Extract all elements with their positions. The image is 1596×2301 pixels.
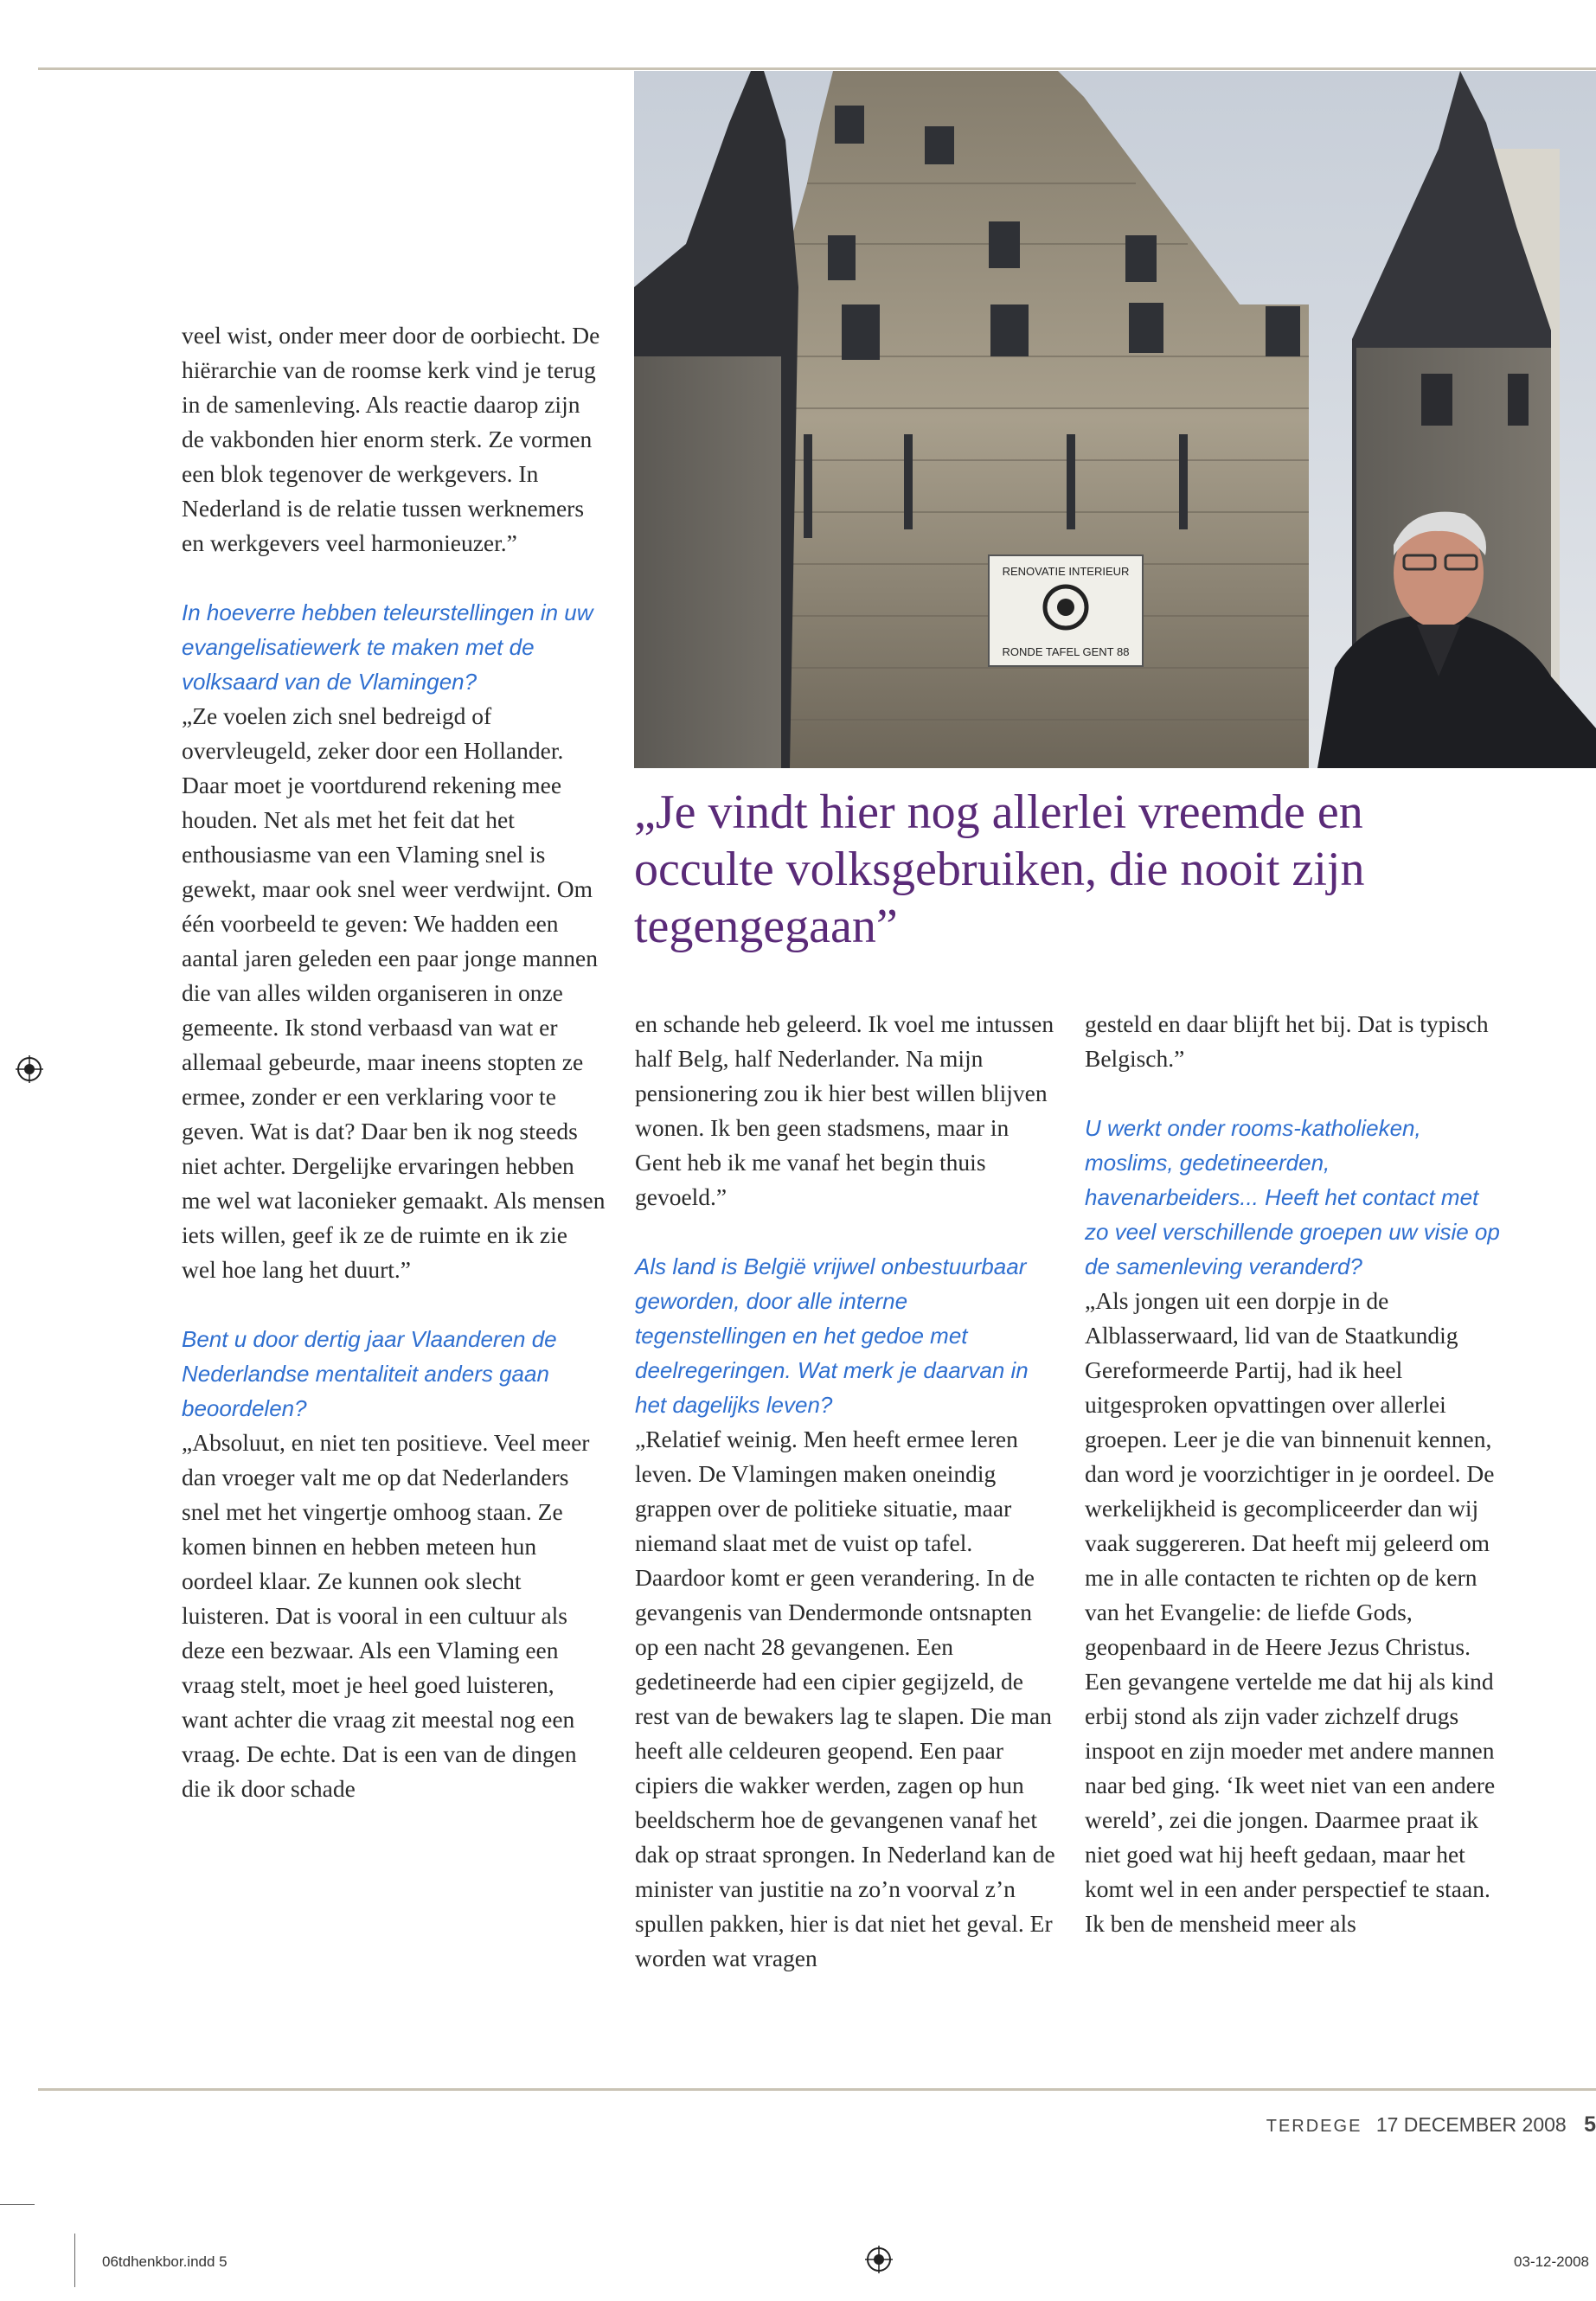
interview-question: Bent u door dertig jaar Vlaanderen de Nederlandse mentaliteit anders gaan beoordelen? [182,1326,557,1421]
paragraph: „Als jongen uit een dorpje in de Alblasserwaard, lid van de Staatkundig Gereformeerde Partij, had ik heel uitgesproken opvattingen over allerlei groepen. Leer je die van binnenuit kennen, dan word je voorzichtiger in je oordeel. De werkelijkheid is gecompliceerder dan wij vaak suggereren. Dat heeft mij geleerd om me in alle contacten te richten op de kern van het Evangelie: de liefde Gods, geopenbaard in de Heere Jezus Christus. [1085,1287,1495,1660]
slug-date: 03-12-2008 [1514,2253,1589,2270]
interview-question: U werkt onder rooms-katholieken, moslims, gedetineerden, havenarbeiders... Heeft het contact met zo veel verschillende groepen uw visie op de samenleving veranderd? [1085,1115,1500,1279]
bottom-rule [38,2088,1596,2091]
sign-text-bottom: RONDE TAFEL GENT 88 [1002,645,1130,658]
crop-mark [0,2204,35,2205]
sign-text-top: RENOVATIE INTERIEUR [1002,565,1130,578]
paragraph: Een gevangene vertelde me dat hij als kind erbij stond als zijn vader zichzelf drugs inspoot en zijn moeder met andere mannen naar bed ging. ‘Ik weet niet van een andere wereld’, zei die jongen. Daarmee praat ik niet goed wat hij heeft gedaan, maar het komt wel in een ander perspectief te staan. Ik ben de mensheid meer als [1085,1668,1496,1937]
paragraph: „Absoluut, en niet ten positieve. Veel meer dan vroeger valt me op dat Nederlanders snel met het vingertje omhoog staan. Ze komen binnen en hebben meteen hun oordeel klaar. Ze kunnen ook slecht luisteren. Dat is vooral in een cultuur als deze een bezwaar. Als een Vlaming een vraag stelt, moet je heel goed luisteren, want achter die vraag zit meestal nog een vraag. De echte. Dat is een van de dingen die ik door schade [182,1429,590,1802]
pull-quote: „Je vindt hier nog allerlei vreemde en occulte volksgebruiken, die nooit zijn tegengegaan” [634,785,1365,953]
paragraph: veel wist, onder meer door de oorbiecht. De hiërarchie van de roomse kerk vind je terug in de samenleving. Als reactie daarop zijn de vakbonden hier enorm sterk. Ze vormen een blok tegenover de werkgevers. In Nederland is de relatie tussen werknemers en werkgevers veel harmonieuzer.” [182,322,600,556]
issue-date: 17 DECEMBER 2008 [1375,2113,1567,2136]
text-column-3 [1085,1007,1500,1941]
slug-filename: 06tdhenkbor.indd 5 [102,2253,228,2270]
magazine-name: TERDEGE [1266,2117,1362,2136]
article-photo [634,71,1596,768]
interview-question: In hoeverre hebben teleurstellingen in uw evangelisatiewerk te maken met de volksaard van de Vlamingen? [182,599,593,695]
page-footer [817,2112,1596,2138]
page-number: 5 [1584,2112,1596,2137]
registration-mark-icon [865,2246,893,2273]
paragraph: „Relatief weinig. Men heeft ermee leren leven. De Vlamingen maken oneindig grappen over de politieke situatie, maar niemand slaat met de vuist op tafel. Daardoor komt er geen verandering. In de gevangenis van Dendermonde ontsnapten op een nacht 28 gevangenen. Een gedetineerde had een cipier gegijzeld, de rest van de bewakers lag te slapen. Die man heeft alle celdeuren geopend. Een paar cipiers die wakker werden, zagen op hun beeldscherm hoe de gevangenen vanaf het dak op straat sprongen. In Nederland kan de minister van justitie na zo’n voorval z’n spullen pakken, hier is dat niet het geval. Er worden wat vragen [635,1426,1055,1971]
text-column-2 [635,1007,1059,1976]
text-column-1 [182,318,606,1806]
paragraph: en schande heb geleerd. Ik voel me intussen half Belg, half Nederlander. Na mijn pensionering zou ik hier best willen blijven wonen. Ik ben geen stadsmens, maar in Gent heb ik me vanaf het begin thuis gevoeld.” [635,1010,1054,1210]
paragraph: gesteld en daar blijft het bij. Dat is typisch Belgisch.” [1085,1010,1489,1072]
top-rule [38,67,1596,70]
paragraph: „Ze voelen zich snel bedreigd of overvleugeld, zeker door een Hollander. Daar moet je voortdurend rekening mee houden. Net als met het feit dat het enthousiasme van een Vlaming snel is gewekt, maar ook snel weer verdwijnt. Om één voorbeeld te geven: We hadden een aantal jaren geleden een paar jonge mannen die van alles wilden organiseren in onze gemeente. Ik stond verbaasd van wat er allemaal gebeurde, maar ineens stopten ze ermee, zonder er een verklaring voor te geven. Wat is dat? Daar ben ik nog steeds niet achter. Dergelijke ervaringen hebben me wel wat laconieker gemaakt. Als mensen iets willen, geef ik ze de ruimte en ik zie wel hoe lang het duurt.” [182,702,606,1283]
interview-question: Als land is België vrijwel onbestuurbaar geworden, door alle interne tegenstellingen en het gedoe met deelregeringen. Wat merk je daarvan in het dagelijks leven? [635,1253,1029,1418]
registration-mark-icon [16,1055,43,1083]
crop-mark [74,2234,75,2287]
